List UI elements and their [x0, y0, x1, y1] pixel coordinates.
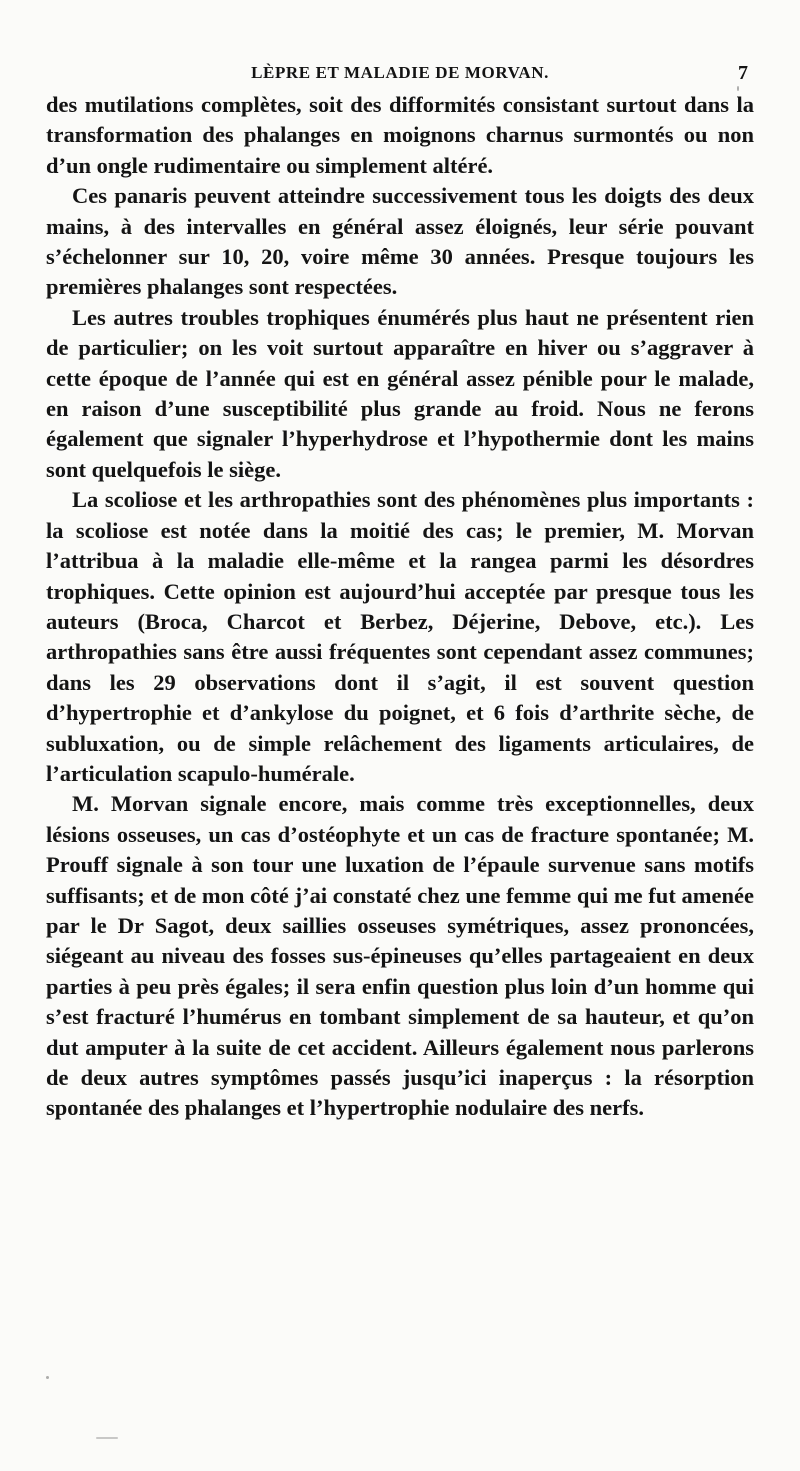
running-title: LÈPRE ET MALADIE DE MORVAN.	[251, 63, 549, 82]
paragraph-continuation: des mutilations complètes, soit des difformités consistant surtout dans la transformation des phalanges en moignons charnus surmontés ou non d’un ongle rudimentaire ou simplement altéré.	[46, 92, 754, 178]
paragraph-scoliose-arthropathies: La scoliose et les arthropathies sont des phénomènes plus importants : la scoliose est notée dans la moitié des cas; le premier, M. Morvan l’attribua à la maladie elle-même et la rangea parmi les désordres trophiques. Cette opinion est aujourd’hui acceptée par presque tous les auteurs (Broca, Charcot et Berbez, Déjerine, Debove, etc.). Les arthropathies sans être aussi fréquentes sont cependant assez communes; dans les 29 observations dont il s’agit, il est souvent question d’hypertrophie et d’ankylose du poignet, et 6 fois d’arthrite sèche, de subluxation, ou de simple relâchement des ligaments articulaires, de l’articulation scapulo-humérale.	[46, 487, 754, 786]
body-text	[46, 90, 754, 1124]
print-speck	[96, 1437, 118, 1439]
running-head	[0, 58, 800, 88]
paragraph-troubles-trophiques: Les autres troubles trophiques énumérés plus haut ne présentent rien de particulier; on les voit surtout apparaître en hiver ou s’aggraver à cette époque de l’année qui est en général assez pénible pour le malade, en raison d’une susceptibilité plus grande au froid. Nous ne ferons également que signaler l’hyperhydrose et l’hypothermie dont les mains sont quelquefois le siège.	[46, 304, 754, 482]
page-number: 7	[738, 62, 748, 84]
print-speck	[737, 86, 739, 91]
paragraph-panaris: Ces panaris peuvent atteindre successivement tous les doigts des deux mains, à des intervalles en général assez éloignés, leur série pouvant s’échelonner sur 10, 20, voire même 30 années. Presque toujours les premières phalanges sont respectées.	[46, 183, 754, 300]
print-speck	[46, 1376, 49, 1379]
paragraph-lesions-osseuses: M. Morvan signale encore, mais comme très exceptionnelles, deux lésions osseuses, un cas d’ostéophyte et un cas de fracture spontanée; M. Prouff signale à son tour une luxation de l’épaule survenue sans motifs suffisants; et de mon côté j’ai constaté chez une femme qui me fut amenée par le Dr Sagot, deux saillies osseuses symétriques, assez prononcées, siégeant au niveau des fosses sus-épineuses qu’elles partageaient en deux parties à peu près égales; il sera enfin question plus loin d’un homme qui s’est fracturé l’humérus en tombant simplement de sa hauteur, et qu’on dut amputer à la suite de cet accident. Ailleurs également nous parlerons de deux autres symptômes passés jusqu’ici inaperçus : la résorption spontanée des phalanges et l’hypertrophie nodulaire des nerfs.	[46, 791, 754, 1121]
